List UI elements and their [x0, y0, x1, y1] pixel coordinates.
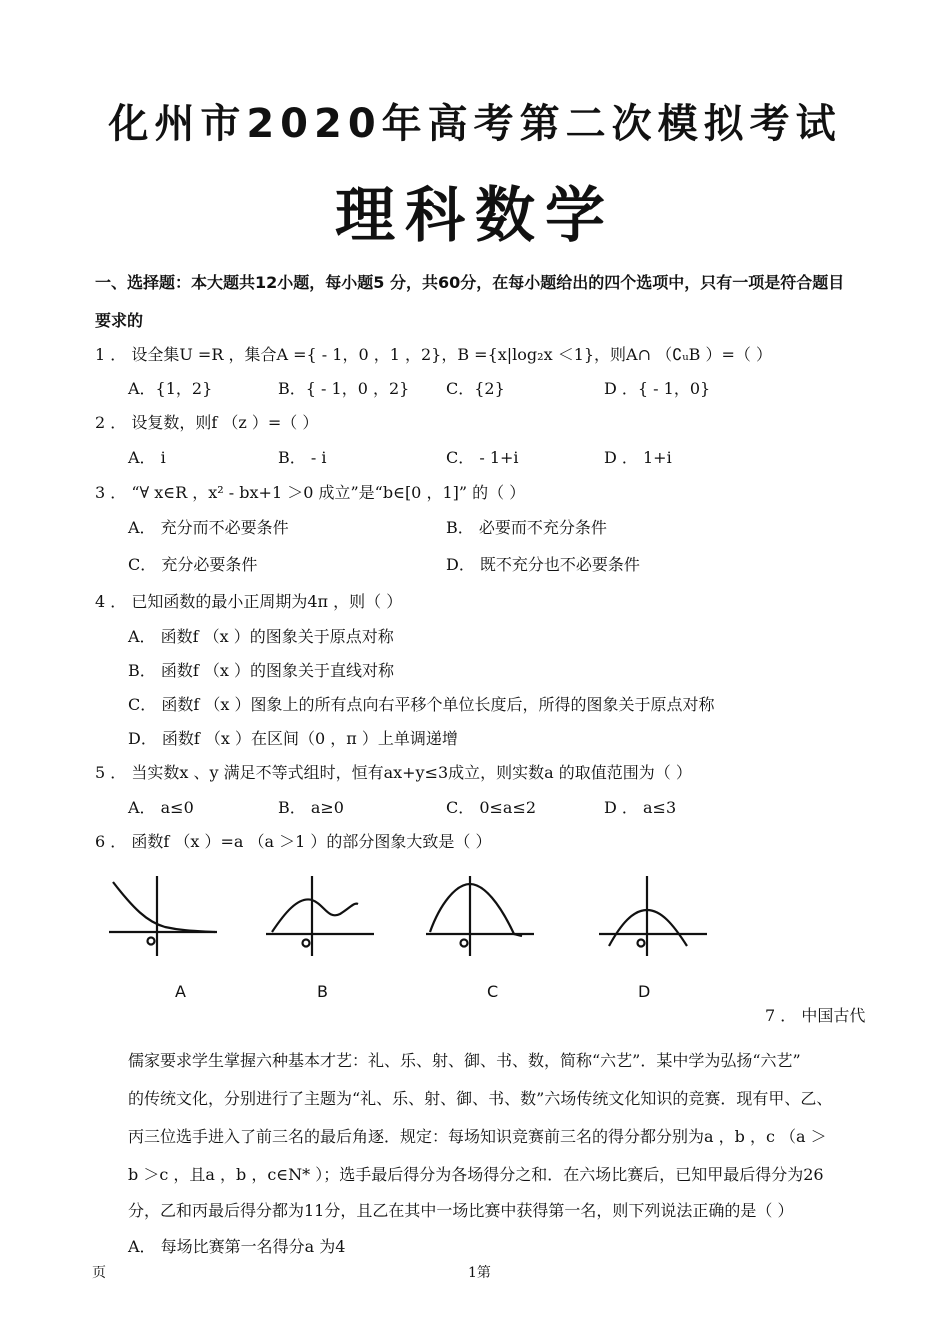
question-3-option-c: C． 充分必要条件: [128, 555, 258, 574]
question-4-option-c: C． 函数f （x ）图象上的所有点向右平移个单位长度后，所得的图象关于原点对称: [128, 695, 715, 714]
question-3-option-b: B． 必要而不充分条件: [446, 518, 607, 537]
graph-c-label: C: [487, 982, 499, 1001]
exam-subject: 理科数学: [335, 181, 615, 251]
question-5-option-d: D ． a≤3: [604, 798, 677, 817]
question-7-option-a: A． 每场比赛第一名得分a 为4: [128, 1237, 346, 1256]
question-2-option-c: C． - 1+i: [446, 448, 519, 467]
section-heading-line1: 一、选择题：本大题共12小题，每小题5 分，共60分，在每小题给出的四个选项中，只有一项是符合题目: [95, 273, 845, 292]
footer-page-number: 1第: [468, 1265, 491, 1281]
question-5-option-a: A． a≤0: [128, 798, 194, 817]
graph-a-curve: [113, 882, 215, 932]
question-2-stem: 2 ． 设复数，则f （z ）=（ ）: [95, 413, 319, 432]
exam-title: 化州市2020年高考第二次模拟考试: [108, 101, 842, 147]
question-7-text-line3: 丙三位选手进入了前三名的最后角逐．规定：每场知识竞赛前三名的得分都分别为a ，b ，c （a ＞: [128, 1127, 827, 1146]
footer-page-label: 页: [92, 1265, 106, 1281]
question-3-option-a: A． 充分而不必要条件: [128, 518, 289, 537]
graph-d-origin: [638, 940, 645, 947]
graph-d: [595, 870, 715, 960]
question-1-option-a: A．{1，2}: [128, 379, 213, 398]
question-1-option-b: B．{ - 1，0 ，2}: [278, 379, 410, 398]
question-7-text-line4: b ＞c ，且a ，b ，c∈N* ）；选手最后得分为各场得分之和．在六场比赛后，已知甲最后得分为26: [128, 1165, 824, 1184]
question-2-option-d: D ． 1+i: [604, 448, 672, 467]
question-7-text-line2: 的传统文化，分别进行了主题为“礼、乐、射、御、书、数”六场传统文化知识的竞赛．现有甲、乙、: [128, 1089, 833, 1108]
question-7-text-line5: 分，乙和丙最后得分都为11分，且乙在其中一场比赛中获得第一名，则下列说法正确的是（ ）: [128, 1201, 794, 1220]
section-heading-line2: 要求的: [95, 311, 144, 330]
question-1-option-c: C．{2}: [446, 379, 505, 398]
graph-c: [422, 870, 542, 960]
question-3-stem: 3 ． “∀ x∈R ，x² - bx+1 ＞0 成立”是“b∈[0 ，1]” 的（ ）: [95, 483, 526, 502]
question-2-option-a: A． i: [128, 448, 166, 467]
question-5-option-b: B． a≥0: [278, 798, 344, 817]
graph-a: [105, 870, 225, 960]
graph-c-origin: [461, 940, 468, 947]
graph-d-label: D: [638, 982, 651, 1001]
question-7-lead: 7 ． 中国古代: [765, 1006, 866, 1025]
question-4-option-d: D． 函数f （x ）在区间（0 ，π ）上单调递增: [128, 729, 458, 748]
question-3-option-d: D． 既不充分也不必要条件: [446, 555, 640, 574]
question-7-text-line1: 儒家要求学生掌握六种基本才艺：礼、乐、射、御、书、数，简称“六艺”．某中学为弘扬“六艺”: [128, 1051, 801, 1070]
graph-b-label: B: [317, 982, 328, 1001]
question-4-option-a: A． 函数f （x ）的图象关于原点对称: [128, 627, 394, 646]
question-4-option-b: B． 函数f （x ）的图象关于直线对称: [128, 661, 394, 680]
question-5-stem: 5 ． 当实数x 、y 满足不等式组时，恒有ax+y≤3成立，则实数a 的取值范围为（ ）: [95, 763, 692, 782]
graph-c-curve: [430, 884, 522, 936]
graph-a-label: A: [175, 982, 186, 1001]
question-1-option-d: D ．{ - 1，0}: [604, 379, 711, 398]
question-6-stem: 6 ． 函数f （x ）=a （a ＞1 ）的部分图象大致是（ ）: [95, 832, 492, 851]
question-2-option-b: B． - i: [278, 448, 327, 467]
graph-b: [262, 870, 382, 960]
question-4-stem: 4 ． 已知函数的最小正周期为4π ，则（ ）: [95, 592, 403, 611]
graph-b-origin: [303, 940, 310, 947]
question-5-option-c: C． 0≤a≤2: [446, 798, 537, 817]
graph-b-curve: [272, 899, 358, 932]
graph-a-origin: [148, 938, 155, 945]
question-1-stem: 1 ． 设全集U =R ，集合A ={ - 1，0 ，1 ，2}，B ={x|log₂x ＜1}，则A∩ （∁ᵤB ）=（ ）: [95, 345, 773, 364]
